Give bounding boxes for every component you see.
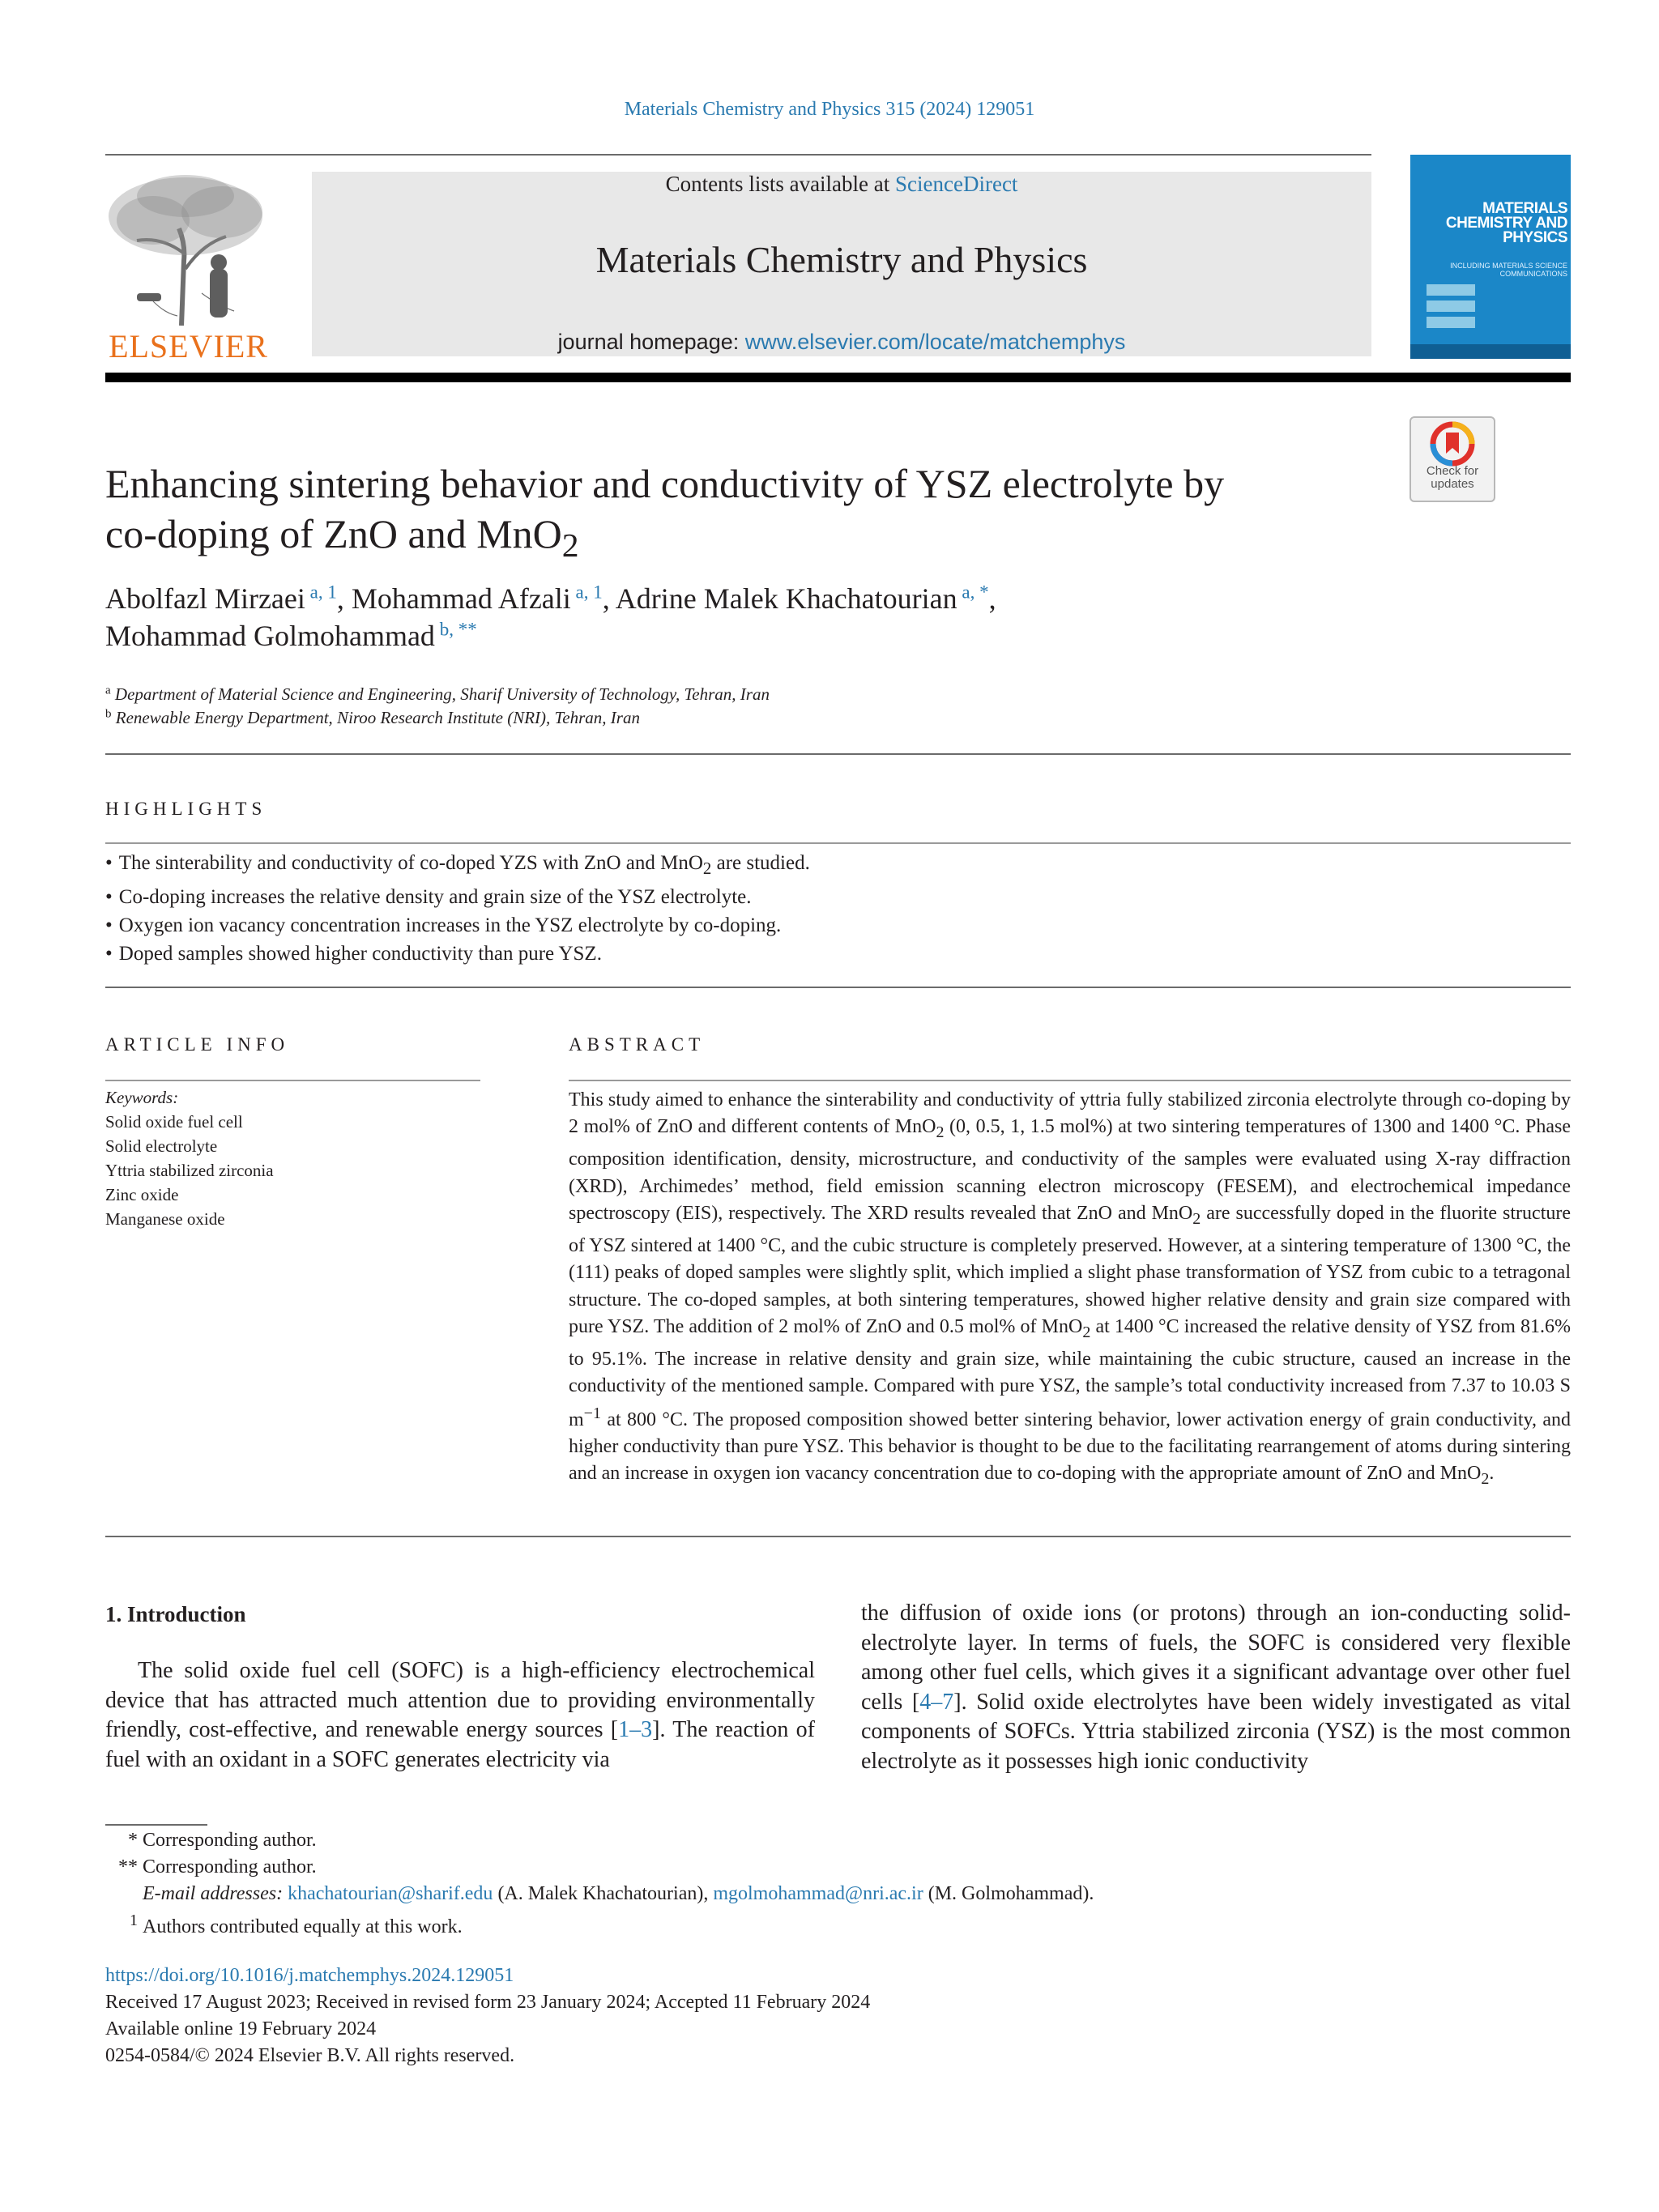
footnote [105, 1854, 1563, 1881]
body-text: ]. Solid oxide electrolytes have been widely investigated as vital components of SOFCs. Yttria stabilized zirconia (YSZ) is the most common electrolyte as it possesses high ionic conductivity [861, 1689, 1572, 1774]
abstract-text-segment: (0, 0.5, 1, 1.5 mol%) at two sintering temperatures of 1300 and 1400 °C. Phase composition identification, density, microstructure, and conductivity of the samples were evaluated using X-ray diffraction (XRD), Archimedes’ method, field emission scanning electron microscopy (FESEM), and electrochemical impedance spectroscopy (EIS), respectively. The XRD results revealed that ZnO and MnO [569, 1116, 1571, 1224]
received-dates: Received 17 August 2023; Received in revised form 23 January 2024; Accepted 11 February 2024 [105, 1992, 871, 2013]
footnote-text: Corresponding author. [143, 1830, 317, 1851]
journal-title: Materials Chemistry and Physics [595, 239, 1088, 280]
header-thick-rule [105, 373, 1571, 382]
author-separator: , [602, 582, 616, 615]
keyword: Solid electrolyte [105, 1136, 218, 1156]
author-list [105, 580, 1418, 654]
highlight-text: Oxygen ion vacancy concentration increases in the YSZ electrolyte by co-doping. [118, 914, 782, 936]
footnote [105, 1907, 1563, 1941]
elsevier-logo [101, 172, 275, 364]
affiliation [105, 706, 1482, 730]
cover-stripe [1427, 284, 1475, 296]
section-divider [105, 753, 1571, 755]
keyword: Solid oxide fuel cell [105, 1112, 243, 1132]
cover-title: MATERIALS CHEMISTRY AND PHYSICS [1445, 200, 1567, 246]
cover-subtitle: INCLUDING MATERIALS SCIENCE COMMUNICATIONS [1450, 262, 1567, 278]
footnote-text: Authors contributed equally at this work. [143, 1916, 463, 1937]
abstract-text-segment: are successfully doped in the fluorite structure of YSZ sintered at 1400 °C, and the cubic structure is completely preserved. However, at a sintering temperature of 1300 °C, the (111) peaks of doped samples were slightly split, which implied a slight phase transformation of YSZ from cubic to a tetragonal structure. The co-doped samples, at both sintering temperatures, showed higher relative density and grain size compared with pure YSZ. The addition of 2 mol% of ZnO and 0.5 mol% of MnO [569, 1202, 1572, 1337]
crossmark-label-line1: Check for [1426, 464, 1479, 478]
author-affiliation-marks[interactable] [305, 582, 337, 602]
author-affiliation-marks[interactable] [571, 582, 603, 602]
abstract-subscript: 2 [1192, 1209, 1201, 1228]
keyword: Yttria stabilized zirconia [105, 1161, 274, 1180]
email-owner: (A. Malek Khachatourian), [493, 1883, 714, 1904]
check-for-updates-badge[interactable] [1410, 416, 1495, 502]
highlight-text: Co-doping increases the relative density and grain size of the YSZ electrolyte. [118, 886, 752, 908]
footnote-emails [105, 1881, 1563, 1907]
header-rule [105, 154, 1371, 156]
introduction-heading: 1. Introduction [105, 1602, 246, 1626]
highlights-list [105, 849, 1563, 968]
highlight-subscript: 2 [702, 859, 712, 878]
elsevier-tree-icon [104, 172, 272, 326]
body-text: the diffusion of oxide ions (or protons) through an ion-conducting solid-electrolyte layer. In terms of fuels, the SOFC is considered very flexible among other fuel cells, which gives it a significant advantage over other fuel cells [ [861, 1600, 1571, 1715]
journal-homepage-link[interactable]: www.elsevier.com/locate/matchemphys [744, 330, 1126, 354]
doi-link[interactable]: https://doi.org/10.1016/j.matchemphys.2024.129051 [105, 1965, 514, 1986]
keyword: Manganese oxide [105, 1209, 225, 1229]
publisher-wordmark: ELSEVIER [109, 328, 268, 364]
title-line-2: co-doping of ZnO and MnO [105, 511, 562, 556]
journal-cover-thumbnail[interactable] [1410, 155, 1571, 359]
footnote-rule [105, 1824, 207, 1826]
footnote-mark: ** [118, 1856, 138, 1877]
article-info-rule [105, 1080, 480, 1081]
keyword: Zinc oxide [105, 1185, 179, 1204]
abstract-superscript: −1 [583, 1404, 601, 1422]
available-online-date: Available online 19 February 2024 [105, 2018, 377, 2039]
journal-reference-link[interactable]: Materials Chemistry and Physics 315 (2024) 129051 [624, 99, 1035, 120]
highlight-item [105, 883, 1563, 911]
highlight-text-tail: are studied. [711, 852, 810, 874]
body-text: ]. The reaction of fuel with an oxidant in a SOFC generates electricity via [105, 1717, 816, 1772]
title-subscript: 2 [561, 527, 579, 565]
author-name[interactable]: Mohammad Golmohammad [105, 620, 435, 652]
affiliation-text: Department of Material Science and Engineering, Sharif University of Technology, Tehran, Iran [114, 684, 770, 704]
author-name[interactable]: Adrine Malek Khachatourian [615, 582, 957, 615]
highlights-rule [105, 842, 1571, 844]
crossmark-label-line2: updates [1431, 477, 1474, 491]
author-affiliation-marks-text: b, ** [439, 619, 477, 640]
abstract-heading: ABSTRACT [569, 1034, 706, 1055]
footnote-mark: * [128, 1830, 138, 1851]
abstract-text [569, 1087, 1571, 1493]
abstract-text-segment: This study aimed to enhance the sinterability and conductivity of yttria fully stabilized zirconia electrolyte through co-doping by 2 mol% of ZnO and different contents of MnO [569, 1089, 1571, 1138]
article-info-heading: ARTICLE INFO [105, 1034, 290, 1055]
highlight-item [105, 849, 1563, 883]
crossmark-icon [1411, 420, 1494, 468]
keywords-list [105, 1085, 478, 1231]
cover-stripe [1427, 317, 1475, 328]
email-link[interactable]: mgolmohammad@nri.ac.ir [713, 1883, 923, 1904]
author-separator: , [336, 582, 352, 615]
footnotes [105, 1827, 1563, 1941]
abstract-subscript: 2 [1481, 1470, 1490, 1489]
contents-line [312, 172, 1371, 197]
homepage-prefix: journal homepage: [557, 330, 745, 354]
sciencedirect-link[interactable]: ScienceDirect [895, 172, 1018, 196]
affiliation [105, 683, 1482, 706]
affiliation-list [105, 683, 1482, 730]
body-column-left [105, 1656, 815, 1775]
copyright-line: 0254-0584/© 2024 Elsevier B.V. All rights reserved. [105, 2045, 515, 2066]
footnote-mark-sup: 1 [130, 1912, 138, 1929]
abstract-subscript: 2 [1082, 1323, 1091, 1341]
body-text: The solid oxide fuel cell (SOFC) is a high-efficiency electrochemical device that has attracted much attention due to providing environmentally friendly, cost-effective, and renewable energy sources [ [105, 1658, 815, 1742]
author-name[interactable]: Abolfazl Mirzaei [105, 582, 305, 615]
body-column-right [861, 1599, 1571, 1776]
email-label: E-mail addresses: [143, 1883, 284, 1904]
title-line-1: Enhancing sintering behavior and conductivity of YSZ electrolyte by [105, 461, 1225, 506]
author-affiliation-marks[interactable] [435, 619, 477, 639]
citation-link[interactable]: 1–3 [618, 1717, 653, 1742]
highlight-text: Doped samples showed higher conductivity than pure YSZ. [118, 943, 602, 965]
citation-link[interactable]: 4–7 [919, 1689, 954, 1715]
abstract-rule [569, 1080, 1571, 1081]
author-affiliation-marks-text: a, 1 [309, 582, 337, 603]
abstract-text-segment: at 800 °C. The proposed composition showed better sintering behavior, lower activation energy of grain conductivity, and higher conductivity than pure YSZ. This behavior is thought to be due to the facilitating rearrangement of atoms during sintering and an increase in oxygen ion vacancy concentration due to co-doping with the appropriate amount of ZnO and MnO [569, 1409, 1571, 1485]
crossmark-label [1411, 465, 1494, 491]
author-affiliation-marks-text: a, * [962, 582, 989, 603]
contents-prefix: Contents lists available at [665, 172, 896, 196]
abstract-text-segment: at 1400 °C increased the relative density of YSZ from 81.6% to 95.1%. The increase in relative density and grain size, while maintaining the cubic structure, caused an increase in the conductivity of the mentioned sample. Compared with pure YSZ, the sample’s total conductivity increased from 7.37 to 10.03 S m [569, 1315, 1571, 1430]
abstract-text-segment: . [1489, 1463, 1495, 1485]
article-title [105, 458, 1369, 571]
affiliation-mark: a [105, 684, 111, 697]
publication-info [105, 1963, 1563, 2069]
footnote [105, 1827, 1563, 1854]
keywords-label: Keywords: [105, 1088, 179, 1107]
email-link[interactable]: khachatourian@sharif.edu [288, 1883, 493, 1904]
author-affiliation-marks-text: a, 1 [575, 582, 603, 603]
section-divider [105, 1536, 1571, 1537]
author-separator: , [988, 582, 996, 615]
author-name[interactable]: Mohammad Afzali [351, 582, 571, 615]
highlight-item [105, 911, 1563, 940]
abstract-subscript: 2 [936, 1123, 945, 1142]
affiliation-mark: b [105, 707, 112, 721]
journal-homepage-line [312, 330, 1371, 355]
cover-stripe [1427, 300, 1475, 312]
highlights-heading: HIGHLIGHTS [105, 799, 267, 819]
affiliation-text: Renewable Energy Department, Niroo Research Institute (NRI), Tehran, Iran [115, 708, 640, 727]
highlight-text: The sinterability and conductivity of co-doped YZS with ZnO and MnO [118, 852, 703, 874]
section-divider [105, 987, 1571, 988]
cover-footer [1410, 344, 1571, 359]
highlight-item [105, 940, 1563, 968]
footnote-mark [105, 1907, 138, 1941]
journal-masthead [312, 172, 1371, 356]
footnote-text: Corresponding author. [143, 1856, 317, 1877]
author-affiliation-marks[interactable] [957, 582, 989, 602]
email-owner: (M. Golmohammad). [923, 1883, 1094, 1904]
